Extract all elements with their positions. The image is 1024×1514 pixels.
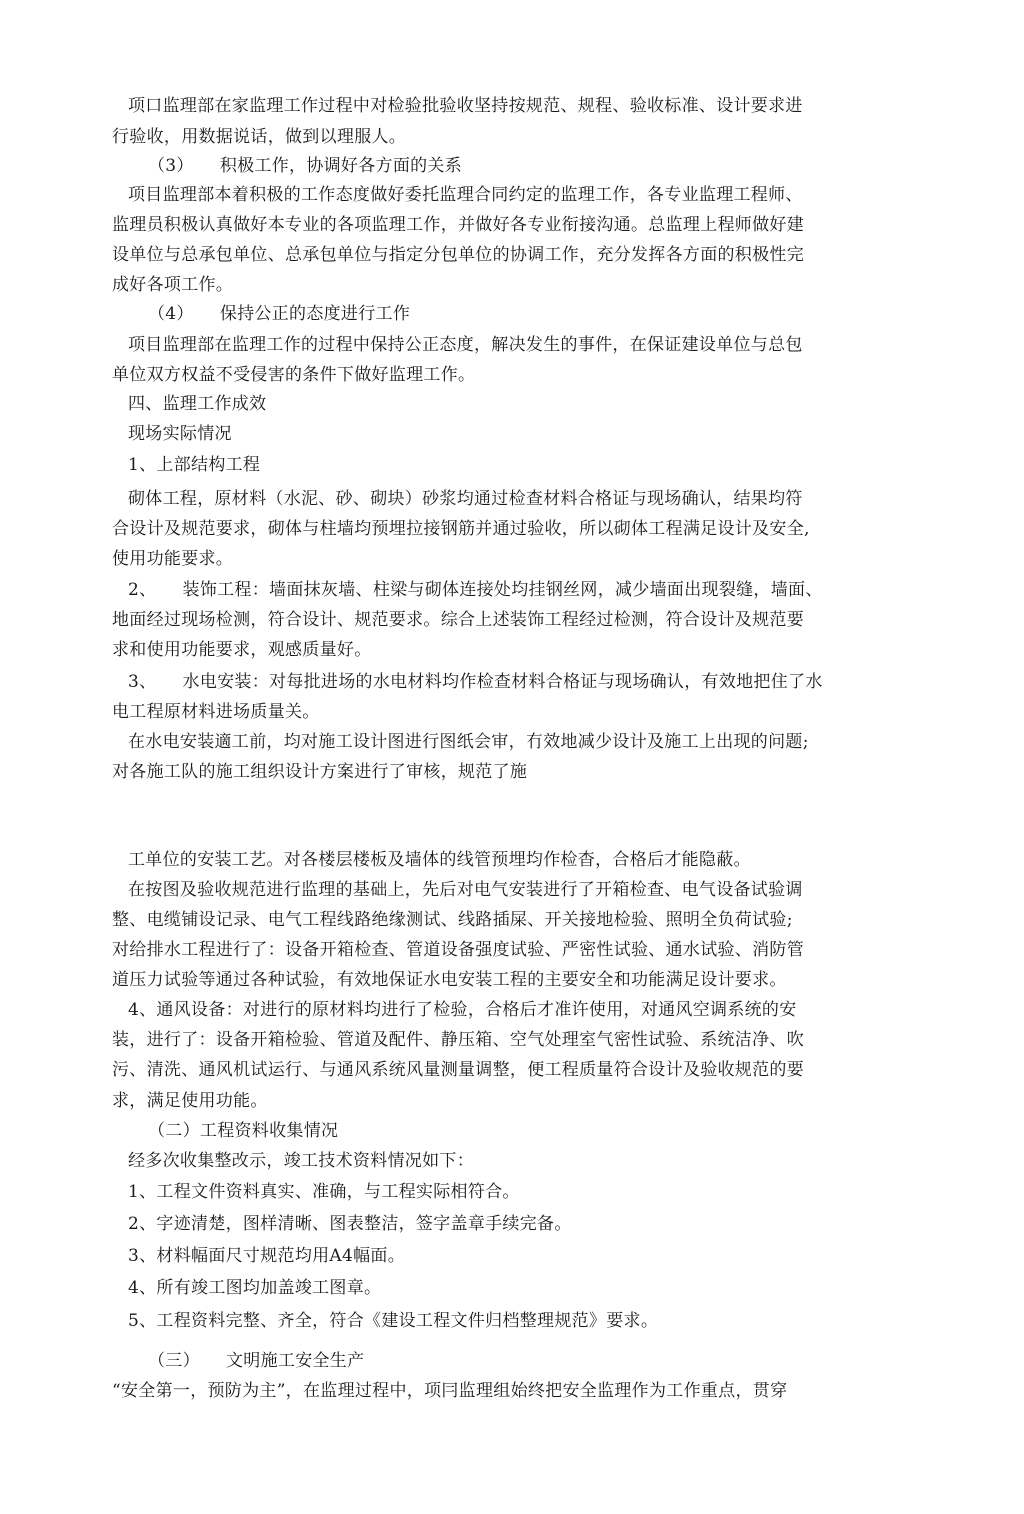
section-heading: （4） 保持公正的态度进行工作: [148, 304, 411, 324]
paragraph-line: 求和使用功能要求，观感质量好。: [112, 640, 372, 660]
section-heading: 四、监理工作成效: [128, 394, 267, 414]
paragraph-line: 砌体工程，原材料（水泥、砂、砌块）砂浆均通过检查材料合格证与现场确认，结果均符: [128, 489, 803, 509]
paragraph-line: 求，满足使用功能。: [112, 1091, 268, 1111]
list-item: 4、所有竣工图均加盖竣工图章。: [128, 1278, 382, 1298]
section-heading: （二）工程资料收集情况: [148, 1121, 339, 1141]
paragraph-line: 在水电安装適工前，均对施工设计图进行图纸会审，冇效地减少设计及施工上出现的问题;: [128, 732, 809, 752]
paragraph-line: 项目监理部本着积极的工作态度做好委托监理合同约定的监理工作，各专业监理工程师、: [128, 185, 803, 205]
list-item: 3、材料幅面尺寸规范均用A4幅面。: [128, 1246, 406, 1266]
paragraph-line: 对给排水工程进行了：设备开箱检查、管道设备强度试验、严密性试验、通水试验、消防管: [112, 940, 804, 960]
section-heading: 现场实际情况: [128, 424, 232, 444]
list-item: 2、字迹清楚，图样清晰、图表整洁，签字盖章手续完备。: [128, 1214, 572, 1234]
paragraph-line: 4、通风设备：对进行的原材料均进行了检验，合格后才准许使用，对通风空调系统的安: [128, 1000, 797, 1020]
paragraph-line: 行验收，用数据说话，做到以理服人。: [112, 127, 407, 147]
paragraph-line: 电工程原材料进场质量关。: [112, 702, 320, 722]
paragraph-line: 道压力试验等通过各种试验，有效地保证水电安装工程的主要安全和功能满足设计要求。: [112, 970, 787, 990]
list-item: 1、工程文件资料真实、准确，与工程实际相符合。: [128, 1182, 520, 1202]
paragraph-line: 2、 装饰工程：墙面抹灰墙、柱梁与砌体连接处均挂钢丝网，减少墙面出现裂缝，墙面、: [128, 580, 823, 600]
paragraph-line: 项目监理部在监理工作的过程中保持公正态度，解决发生的事件，在保证建设单位与总包: [128, 335, 803, 355]
paragraph-line: 合设计及规范要求，砌体与柱墙均预埋拉接钢筋并通过验收，所以砌体工程满足设计及安全,: [112, 519, 810, 539]
paragraph-line: “安全第一，预防为主”，在监理过程中，项冃监理组始终把安全监理作为工作重点，贯穿: [112, 1381, 788, 1401]
paragraph-line: 在按图及验收规范进行监理的基础上，先后对电气安装进行了开箱检查、电气设备试验调: [128, 880, 803, 900]
section-heading: 1、上部结构工程: [128, 455, 261, 475]
paragraph-line: 整、电缆铺设记录、电气工程线路绝缘测试、线路插屎、开关接地检验、照明全负荷试验;: [112, 910, 793, 930]
list-item: 5、工程资料完整、齐全，符合《建设工程文件归档整理规范》要求。: [128, 1311, 659, 1331]
paragraph-line: 3、 水电安装：对每批进场的水电材料均作检查材料合格证与现场确认，有效地把住了水: [128, 672, 823, 692]
paragraph-line: 使用功能要求。: [112, 549, 234, 569]
paragraph-line: 地面经过现场检测，符合设计、规范要求。综合上述装饰工程经过检测，符合设计及规范要: [112, 610, 804, 630]
paragraph-line: 工单位的安装工艺。对各楼层楼板及墙体的线管预埋均作检杳，合格后才能隐蔽。: [128, 850, 751, 870]
paragraph-line: 监理员积极认真做好本专业的各项监理工作，并做好各专业衔接沟通。总监理上程师做好建: [112, 215, 804, 235]
section-heading: （三） 文明施工安全生产: [148, 1351, 365, 1371]
paragraph-line: 项口监理部在家监理工作过程中对检验批验收坚持按规范、规程、验收标准、设计要求进: [128, 96, 803, 116]
paragraph-line: 污、清洗、通风机试运行、与通风系统风量测量调整，便工程质量符合设计及验收规范的要: [112, 1060, 804, 1080]
paragraph-line: 经多次收集整改示，竣工技术资料情况如下：: [128, 1151, 474, 1171]
paragraph-line: 单位双方权益不受侵害的条件下做好监理工作。: [112, 365, 476, 385]
paragraph-line: 对各施工队的施工组织设计方案进行了审核，规范了施: [112, 762, 528, 782]
paragraph-line: 装，进行了：设备开箱检验、管道及配件、静压箱、空气处理室气密性试验、系统洁净、吹: [112, 1030, 804, 1050]
paragraph-line: 成好各项工作。: [112, 275, 234, 295]
section-heading: （3） 积极工作，协调好各方面的关系: [148, 156, 463, 176]
paragraph-line: 设单位与总承包单位、总承包单位与指定分包单位的协调工作，充分发挥各方面的积极性完: [112, 245, 804, 265]
